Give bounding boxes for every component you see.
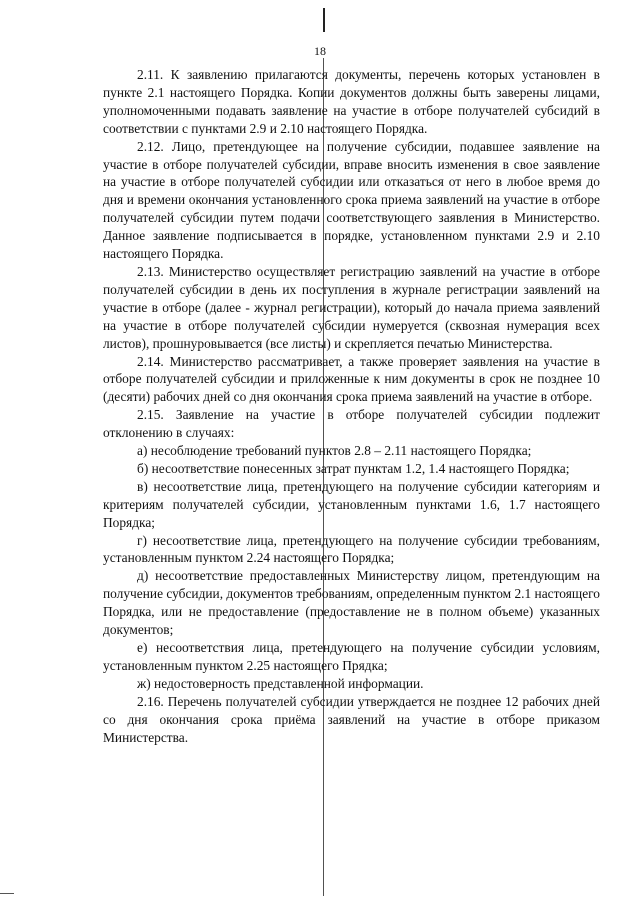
paragraph-2-14: 2.14. Министерство рассматривает, а также проверяет заявления на участие в отборе получателей субсидии и приложенные к ним документы в срок не позднее 10 (десяти) рабочих дней со дня окончания срока приема заявлений на участие в отборе. bbox=[103, 353, 600, 405]
scan-artifact-line-top bbox=[323, 8, 325, 32]
list-item-e: е) несоответствия лица, претендующего на получение субсидии условиям, установленным пунктом 2.25 настоящего Прядка; bbox=[103, 640, 600, 673]
paragraph-2-13: 2.13. Министерство осуществляет регистрацию заявлений на участие в отборе получателей субсидии в день их поступления в журнале регистрации заявлений на участие в отборе (далее - журнал регистрации), который до начала приема заявлений на участие в отборе получателей субсидии нумеруется (сквозная нумерация всех листов), прошнуровывается (все листы) и скрепляется печатью Министерства. bbox=[103, 263, 600, 351]
list-item-a: а) несоблюдение требований пунктов 2.8 – 2.11 настоящего Порядка; bbox=[137, 443, 532, 459]
page-number: 18 bbox=[314, 44, 326, 58]
paragraph-2-12: 2.12. Лицо, претендующее на получение субсидии, подавшее заявление на участие в отборе получателей субсидии, вправе вносить изменения в свое заявление на участие в отборе получателей субсидии или отказаться от него в любое время до дня и времени окончания установленного срока приема заявлений на участие в отборе получателей субсидии путем подачи соответствующего заявления в Министерство. Данное заявление подписывается в порядке, установленном пунктами 2.9 и 2.10 настоящего Порядка. bbox=[103, 138, 600, 262]
list-item-g: г) несоответствие лица, претендующего на получение субсидии требованиям, установленным пунктом 2.24 настоящего Порядка; bbox=[103, 532, 600, 566]
scan-artifact-mark bbox=[0, 893, 14, 894]
document-body bbox=[103, 66, 600, 746]
list-item-d: д) несоответствие предоставленных Министерству лицом, претендующим на получение субсидии, документов требованиям, определенным пунктом 2.1 настоящего Порядка, или не предоставление (предоставление не в полном объеме) указанных документов; bbox=[103, 568, 600, 638]
paragraph-2-15: 2.15. Заявление на участие в отборе получателей субсидии подлежит отклонению в случаях: bbox=[103, 407, 600, 441]
list-item-zh: ж) недостоверность представленной информации. bbox=[137, 675, 424, 691]
paragraph-2-16: 2.16. Перечень получателей субсидии утверждается не позднее 12 рабочих дней со дня окончания срока приёма заявлений на участие в отборе приказом Министерства. bbox=[103, 693, 600, 745]
list-item-v: в) несоответствие лица, претендующего на получение субсидии категориям и критериям получателей субсидии, установленным пунктами 1.6, 1.7 настоящего Порядка; bbox=[103, 478, 600, 530]
list-item-b: б) несоответствие понесенных затрат пунктам 1.2, 1.4 настоящего Порядка; bbox=[137, 460, 570, 476]
paragraph-2-11: 2.11. К заявлению прилагаются документы, перечень которых установлен в пункте 2.1 настоящего Порядка. Копии документов должны быть заверены лицами, уполномоченными подавать заявление на участие в отборе получателей субсидий в соответствии с пунктами 2.9 и 2.10 настоящего Порядка. bbox=[103, 67, 600, 136]
